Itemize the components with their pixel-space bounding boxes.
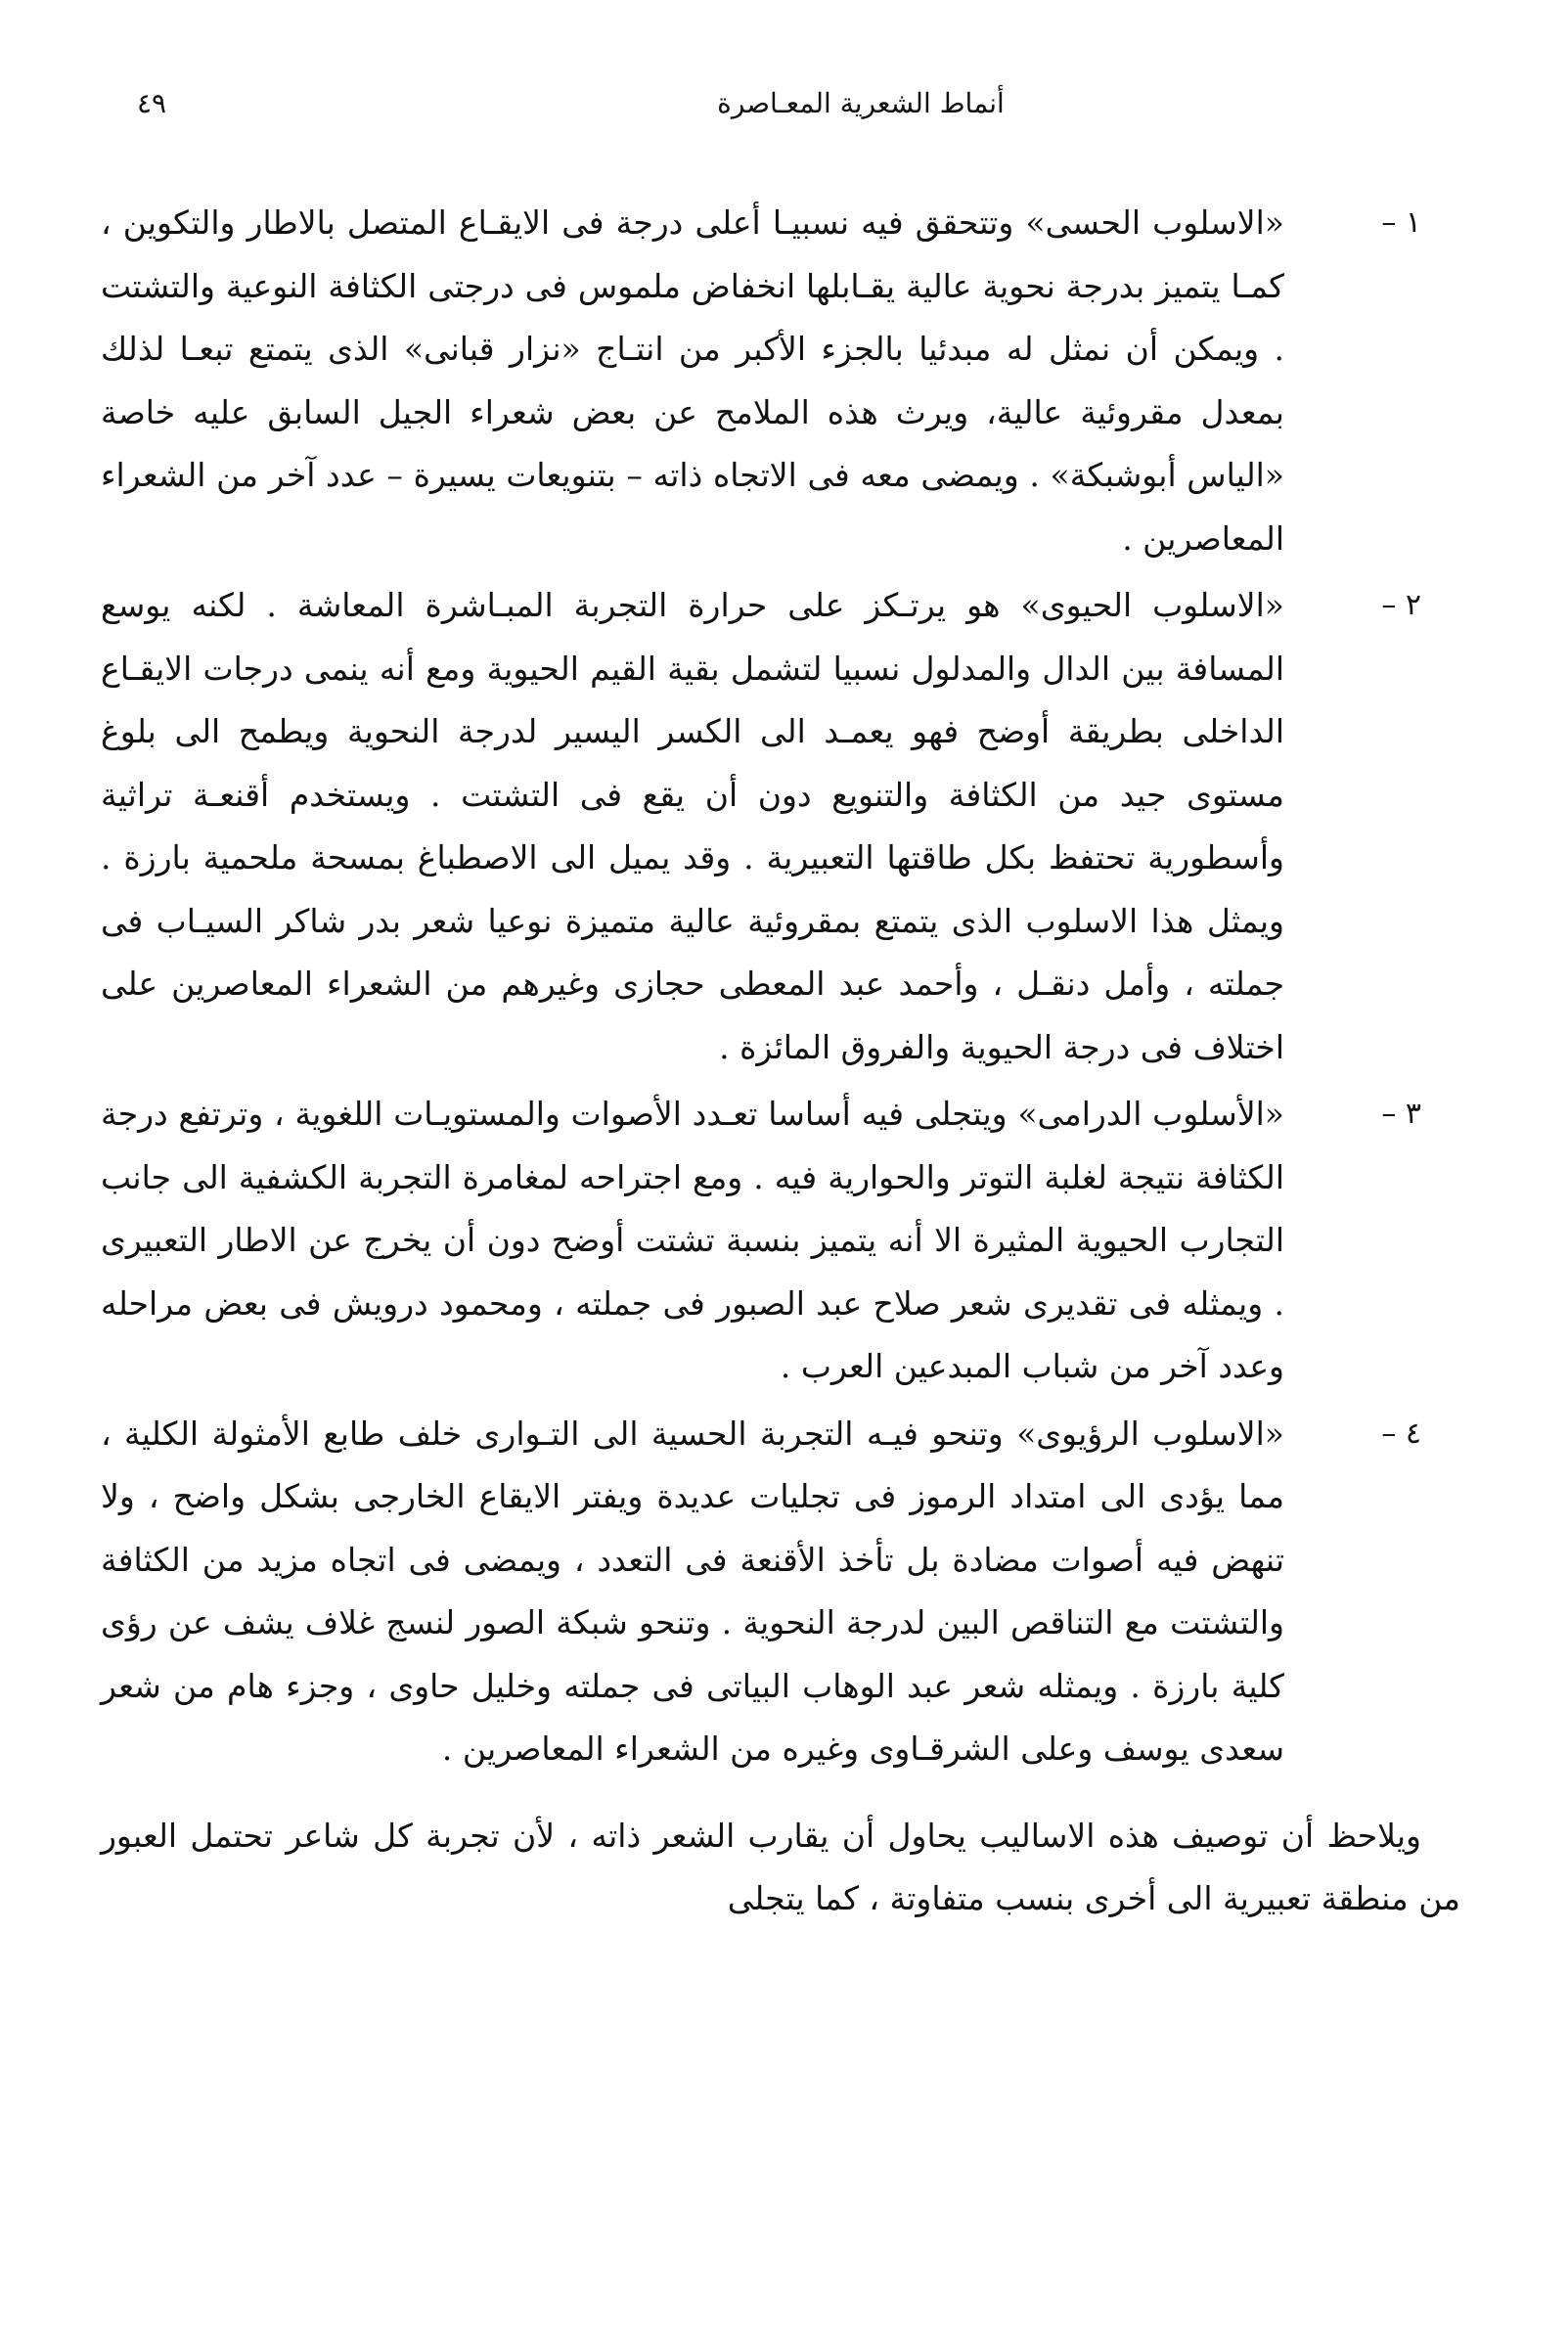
item-marker: ٤ – (1381, 1416, 1421, 1451)
page-number: ٤٩ (137, 87, 167, 119)
item-marker: ٢ – (1381, 588, 1421, 622)
list-item-2 (101, 574, 1421, 1079)
body-text (101, 192, 1460, 1931)
item-text: «الاسلوب الرؤيوى» وتنحو فيـه التجربة الحسية الى التـوارى خلف طابع الأمثولة الكلية ، مما يؤدى الى امتداد الرموز فى تجليات عديدة ويفتر الايقاع الخارجى بشكل واضح ، ولا تنهض فيه أصوات مضادة بل تأخذ الأقنعة فى التعدد ، ويمضى فى اتجاه مزيد من الكثافة والتشتت مع التناقص البين لدرجة النحوية . وتنحو شبكة الصور لنسج غلاف يشف عن رؤى كلية بارزة . ويمثله شعر عبد الوهاب البياتى فى جملته وخليل حاوى ، وجزء هام من شعر سعدى يوسف وعلى الشرقـاوى وغيره من الشعراء المعاصرين . (101, 1414, 1284, 1768)
item-text: «الاسلوب الحسى» وتتحقق فيه نسبيـا أعلى درجة فى الايقـاع المتصل بالاطار والتكوين ، كمـا يتميز بدرجة نحوية عالية يقـابلها انخفاض ملموس فى درجتى الكثافة النوعية والتشتت . ويمكن أن نمثل له مبدئيا بالجزء الأكبر من انتـاج «نزار قبانى» الذى يتمتع تبعـا لذلك بمعدل مقروئية عالية، ويرث هذه الملامح عن بعض شعراء الجيل السابق عليه خاصة «الياس أبوشبكة» . ويمضى معه فى الاتجاه ذاته – بتنويعات يسيرة – عدد آخر من الشعراء المعاصرين . (101, 203, 1284, 558)
item-text: «الأسلوب الدرامى» ويتجلى فيه أساسا تعـدد الأصوات والمستويـات اللغوية ، وترتفع درجة الكثافة نتيجة لغلبة التوتر والحوارية فيه . ومع اجتراحه لمغامرة التجربة الكشفية الى جانب التجارب الحيوية المثيرة الا أنه يتميز بنسبة تشتت أوضح دون أن يخرج عن الاطار التعبيرى . ويمثله فى تقديرى شعر صلاح عبد الصبور فى جملته ، ومحمود درويش فى بعض مراحله وعدد آخر من شباب المبدعين العرب . (101, 1095, 1284, 1385)
list-item-4 (101, 1403, 1421, 1781)
closing-paragraph: ويلاحظ أن توصيف هذه الاساليب يحاول أن يقارب الشعر ذاته ، لأن تجربة كل شاعر تحتمل العبور من منطقة تعبيرية الى أخرى بنسب متفاوتة ، كما يتجلى (101, 1816, 1460, 1917)
item-marker: ١ – (1381, 205, 1421, 240)
running-header (137, 82, 1516, 125)
item-marker: ٣ – (1381, 1097, 1421, 1131)
item-text: «الاسلوب الحيوى» هو يرتـكز على حرارة التجربة المبـاشرة المعاشة . لكنه يوسع المسافة بين الدال والمدلول نسبيا لتشمل بقية القيم الحيوية ومع أنه ينمى درجات الايقـاع الداخلى بطريقة أوضح فهو يعمـد الى الكسر اليسير لدرجة النحوية ويطمح الى بلوغ مستوى جيد من الكثافة والتنويع دون أن يقع فى التشتت . ويستخدم أقنعـة تراثية وأسطورية تحتفظ بكل طاقتها التعبيرية . وقد يميل الى الاصطباغ بمسحة ملحمية بارزة . ويمثل هذا الاسلوب الذى يتمتع بمقروئية عالية متميزة نوعيا شعر بدر شاكر السيـاب فى جملته ، وأمل دنقـل ، وأحمد عبد المعطى حجازى وغيرهم من الشعراء المعاصرين على اختلاف فى درجة الحيوية والفروق المائزة . (101, 586, 1284, 1066)
list-item-1 (101, 192, 1421, 570)
list-item-3 (101, 1083, 1421, 1399)
running-title: أنماط الشعرية المعـاصرة (717, 87, 1005, 119)
